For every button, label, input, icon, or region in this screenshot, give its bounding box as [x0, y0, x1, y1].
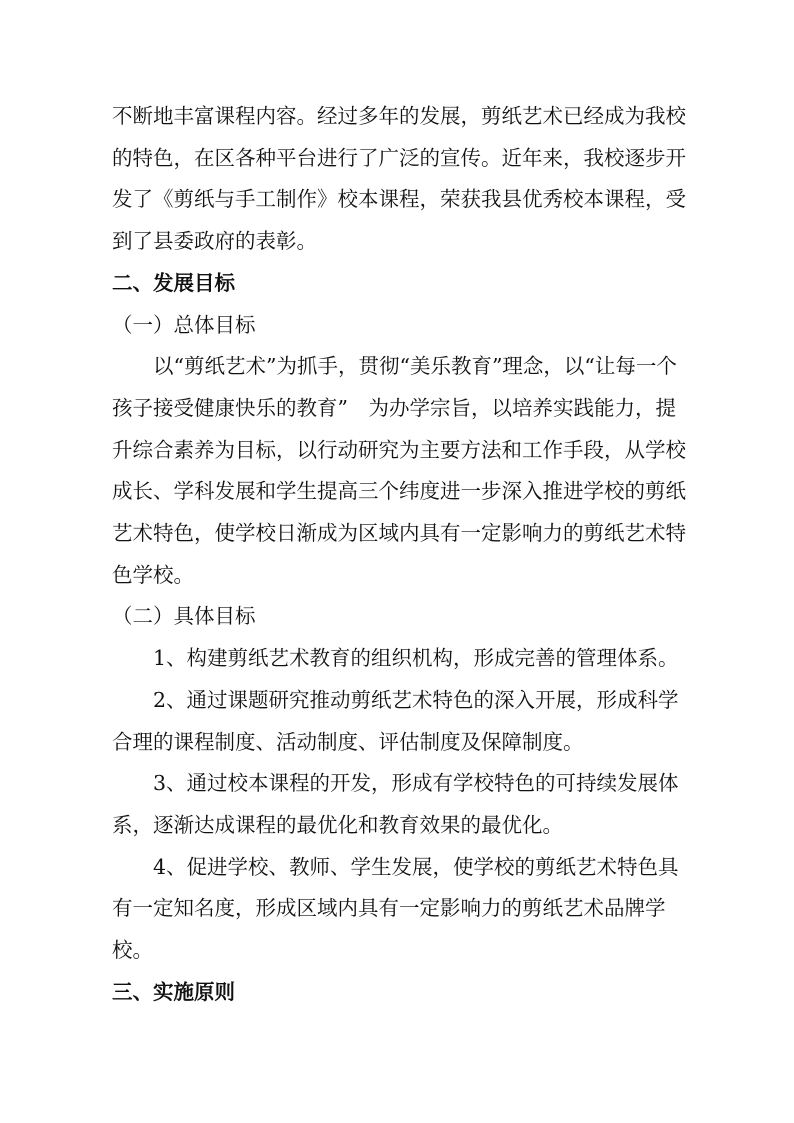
- specific-goal-3: 3、通过校本课程的开发，形成有学校特色的可持续发展体系，逐渐达成课程的最优化和教育效果的最优化。: [112, 771, 679, 837]
- intro-paragraph: 不断地丰富课程内容。经过多年的发展，剪纸艺术已经成为我校的特色，在区各种平台进行了广泛的宣传。近年来，我校逐步开发了《剪纸与手工制作》校本课程，荣获我县优秀校本课程，受到了县委政府的表彰。: [112, 104, 686, 254]
- overall-goals-paragraph: 以“剪纸艺术”为抓手，贯彻“美乐教育”理念，以“让每一个孩子接受健康快乐的教育” 为办学宗旨，以培养实践能力，提升综合素养为目标，以行动研究为主要方法和工作手段，从学校成长、学科发展和学生提高三个纬度进一步深入推进学校的剪纸艺术特色，使学校日渐成为区域内具有一定影响力的剪纸艺术特色学校。: [112, 354, 686, 587]
- document-body: [112, 96, 690, 1013]
- specific-goal-1: 1、构建剪纸艺术教育的组织机构，形成完善的管理体系。: [153, 646, 679, 671]
- subheading-overall-goals: （一）总体目标: [112, 312, 256, 337]
- section-heading-implementation-principles: 三、实施原则: [112, 979, 235, 1004]
- specific-goal-2: 2、通过课题研究推动剪纸艺术特色的深入开展，形成科学合理的课程制度、活动制度、评估制度及保障制度。: [112, 687, 679, 754]
- section-heading-development-goals: 二、发展目标: [112, 270, 235, 295]
- subheading-specific-goals: （二）具体目标: [112, 604, 256, 629]
- specific-goal-4: 4、促进学校、教师、学生发展，使学校的剪纸艺术特色具有一定知名度，形成区域内具有一定影响力的剪纸艺术品牌学校。: [112, 854, 679, 963]
